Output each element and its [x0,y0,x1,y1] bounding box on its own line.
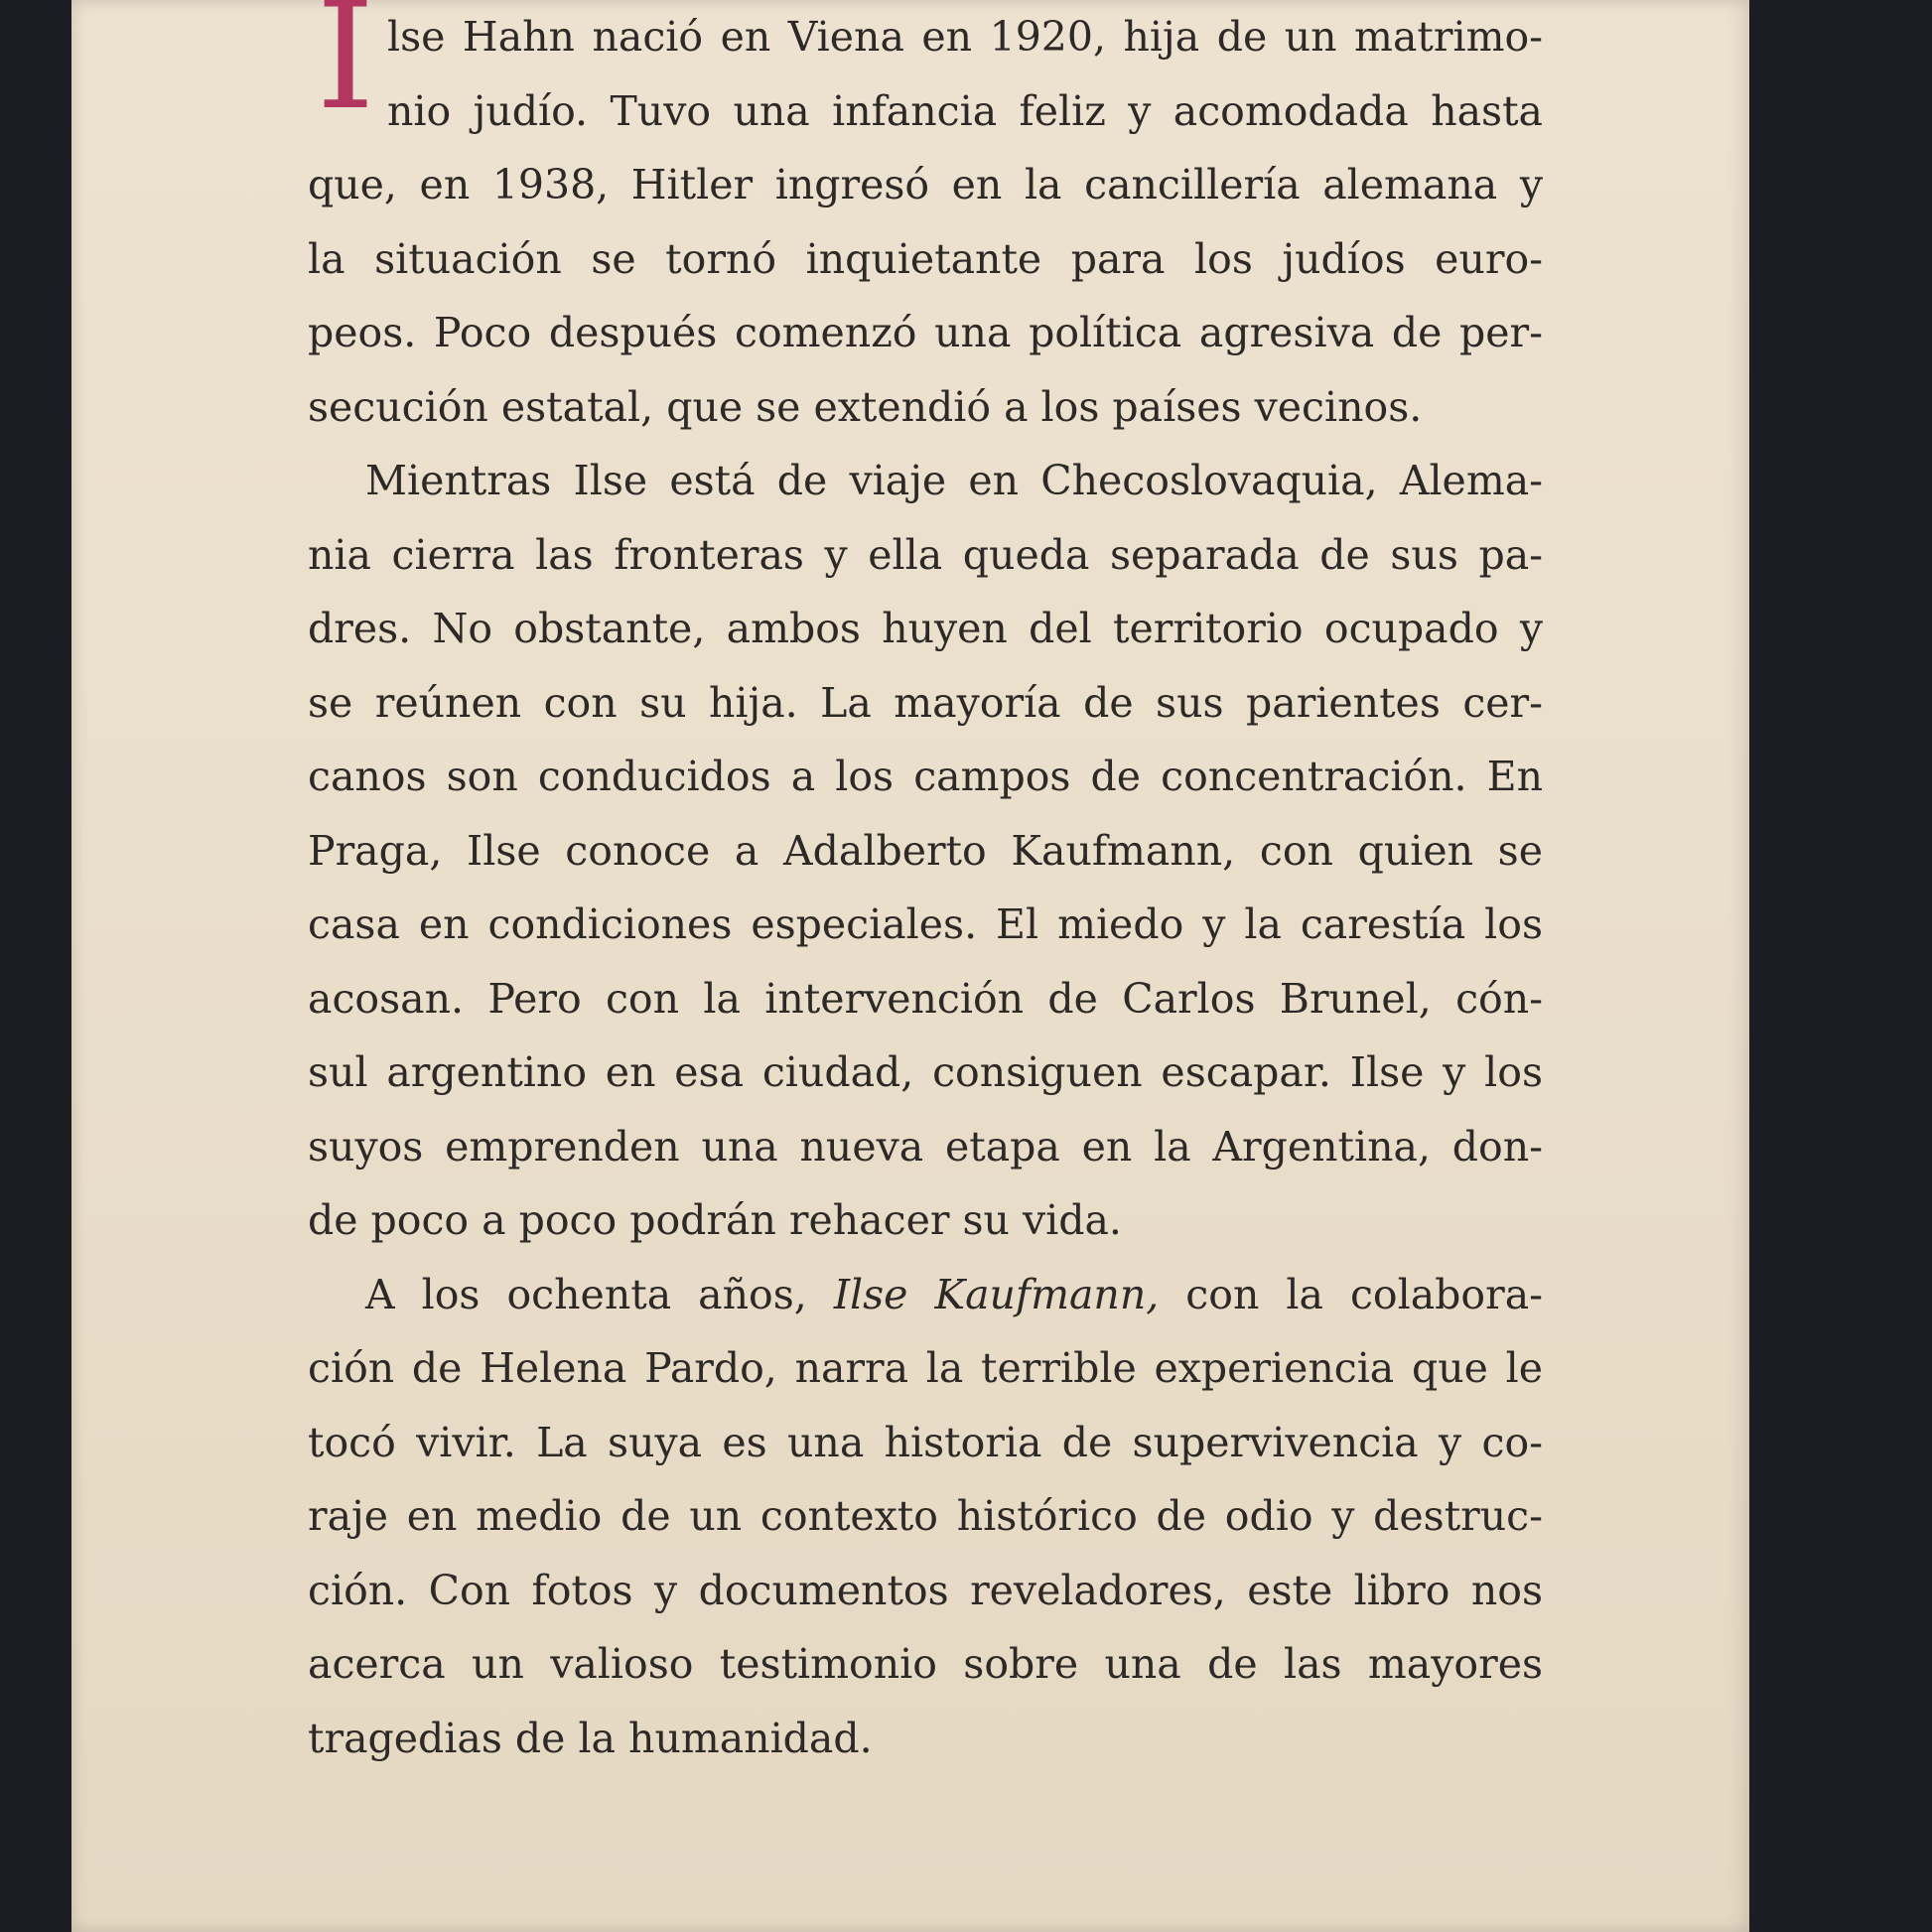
text-line: ción de Helena Pardo, narra la terrible experiencia que le [308,1344,1543,1392]
text-line: nia cierra las fronteras y ella queda separada de sus pa- [308,530,1543,579]
text-line: Praga, Ilse conoce a Adalberto Kaufmann, con quien se [308,826,1543,875]
text-line: de poco a poco podrán rehacer su vida. [308,1196,1122,1244]
text-line: acosan. Pero con la intervención de Carlos Brunel, cón- [308,974,1543,1023]
text-line: ción. Con fotos y documentos reveladores, este libro nos [308,1566,1543,1614]
book-title-italic: Ilse Kaufmann, [833,1270,1160,1318]
text-line: casa en condiciones especiales. El miedo y la carestía los [308,900,1543,948]
paragraph-1 [308,0,1543,444]
drop-cap-initial: I [316,0,375,143]
text-line: peos. Poco después comenzó una política agresiva de per- [308,309,1543,356]
text-line [308,1258,1543,1332]
text-line: la situación se tornó inquietante para los judíos euro- [308,234,1543,283]
text-line: Mientras Ilse está de viaje en Checoslovaquia, Alema- [365,457,1543,504]
paragraph-2 [308,444,1543,1258]
text-line: secución estatal, que se extendió a los países vecinos. [308,382,1423,431]
text-line: tragedias de la humanidad. [308,1714,873,1762]
text-line: se reúnen con su hija. La mayoría de sus parientes cer- [308,678,1543,727]
text-line: dres. No obstante, ambos huyen del territorio ocupado y [308,605,1543,652]
text-fragment: A los ochenta años, [365,1270,834,1318]
text-line: nio judío. Tuvo una infancia feliz y acomodada hasta [387,86,1543,135]
text-line: que, en 1938, Hitler ingresó en la cancillería alemana y [308,161,1543,208]
text-line: suyos emprenden una nueva etapa en la Argentina, don- [308,1122,1543,1171]
text-line: tocó vivir. La suya es una historia de supervivencia y co- [308,1418,1543,1466]
text-line: acerca un valioso testimonio sobre una de las mayores [308,1640,1543,1688]
text-line: lse Hahn nació en Viena en 1920, hija de un matrimo- [387,13,1543,61]
synopsis-text [308,0,1543,1775]
text-line: sul argentino en esa ciudad, consiguen escapar. Ilse y los [308,1048,1543,1096]
text-line: raje en medio de un contexto histórico de odio y destruc- [308,1492,1543,1540]
text-fragment: con la colabora- [1159,1270,1543,1318]
text-line: canos son conducidos a los campos de concentración. En [308,753,1543,800]
paragraph-3 [308,1258,1543,1776]
